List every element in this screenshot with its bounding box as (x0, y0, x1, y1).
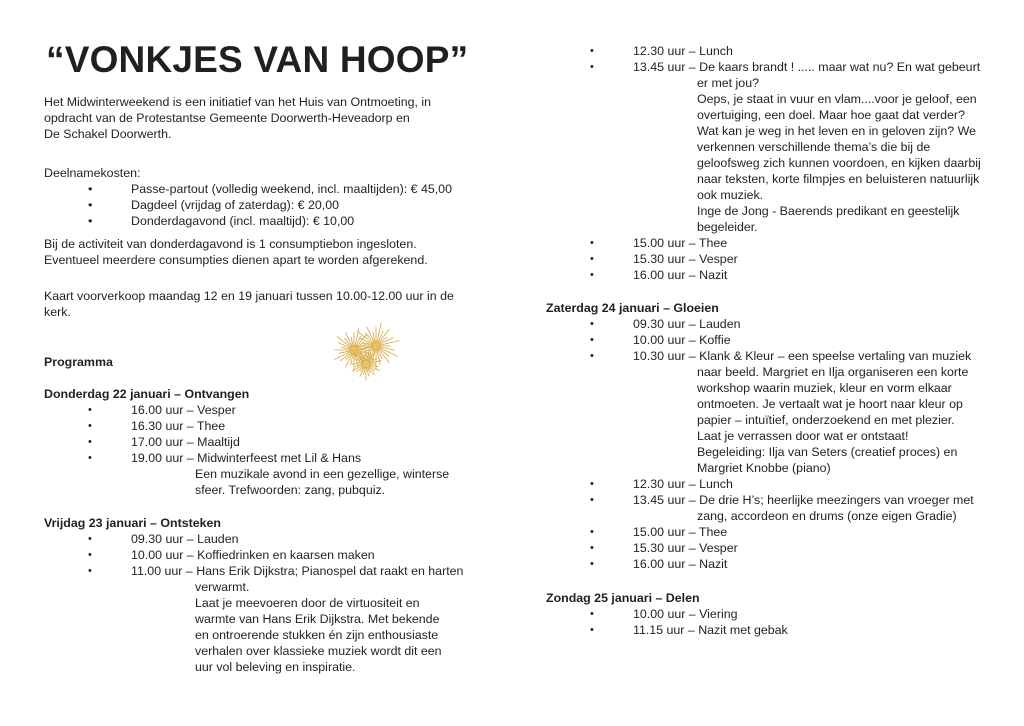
presale-line: Kaart voorverkoop maandag 12 en 19 januari tussen 10.00-12.00 uur in de (44, 289, 454, 303)
schedule-item-text: 11.00 uur – Hans Erik Dijkstra; Pianospel dat raakt en harten (131, 564, 464, 578)
cost-item (44, 213, 514, 229)
schedule-item (44, 402, 514, 418)
bullet: • (88, 565, 92, 577)
bullet: • (88, 533, 92, 545)
schedule-item-text: 09.30 uur – Lauden (633, 317, 741, 331)
schedule-item-text: 15.00 uur – Thee (633, 525, 728, 539)
intro-line: opdracht van de Protestantse Gemeente Doorwerth-Heveadorp en (44, 111, 410, 125)
schedule-thursday (44, 402, 514, 498)
schedule-item (546, 540, 1006, 556)
schedule-item-text: 11.15 uur – Nazit met gebak (633, 623, 788, 637)
schedule-item (44, 450, 514, 498)
day-heading-saturday: Zaterdag 24 januari – Gloeien (546, 301, 719, 315)
intro-paragraph (44, 94, 431, 142)
day-heading-sunday: Zondag 25 januari – Delen (546, 591, 700, 605)
schedule-item-description: verhalen over klassieke muziek wordt dit een (195, 644, 442, 658)
schedule-item-text: 15.30 uur – Vesper (633, 252, 738, 266)
schedule-item-text: 10.00 uur – Koffiedrinken en kaarsen maken (131, 548, 375, 562)
cost-item-text: Donderdagavond (incl. maaltijd): € 10,00 (131, 214, 355, 228)
schedule-item-text: 10.00 uur – Koffie (633, 333, 731, 347)
schedule-item-text: 17.00 uur – Maaltijd (131, 435, 240, 449)
bullet: • (88, 436, 92, 448)
schedule-sunday (546, 606, 1006, 638)
schedule-item-text: 16.00 uur – Vesper (131, 403, 236, 417)
schedule-item-description: verwarmt. (195, 580, 250, 594)
presale-paragraph (44, 288, 454, 320)
bullet: • (590, 334, 594, 346)
bullet: • (88, 549, 92, 561)
schedule-item-description: Begeleiding: Ilja van Seters (creatief proces) en (697, 445, 958, 459)
note-line: Bij de activiteit van donderdagavond is 1 consumptiebon ingesloten. (44, 237, 417, 251)
firework-icon (326, 320, 408, 400)
schedule-item-text: 16.00 uur – Nazit (633, 268, 728, 282)
schedule-item (546, 235, 1006, 251)
schedule-item-text: 15.30 uur – Vesper (633, 541, 738, 555)
costs-list (44, 181, 514, 229)
schedule-item (546, 556, 1006, 572)
schedule-item-description: geloofsweg zich kunnen voordoen, en kijken daarbij (697, 156, 981, 170)
bullet: • (88, 214, 93, 228)
bullet: • (590, 494, 594, 506)
day-heading-thursday: Donderdag 22 januari – Ontvangen (44, 387, 250, 401)
schedule-item-description: uur vol beleving en inspiratie. (195, 660, 356, 674)
schedule-item-description: naar beeld. Margriet en Ilja organiseren een korte (697, 365, 969, 379)
schedule-item-text: 09.30 uur – Lauden (131, 532, 239, 546)
schedule-item-description: warmte van Hans Erik Dijkstra. Met bekende (195, 612, 440, 626)
schedule-item-description: Wat kan je weg in het leven en in geloven zijn? We (697, 124, 976, 138)
schedule-saturday (546, 316, 1006, 572)
costs-note (44, 236, 428, 268)
schedule-item (546, 251, 1006, 267)
bullet: • (590, 478, 594, 490)
bullet: • (88, 404, 92, 416)
schedule-item (44, 531, 514, 547)
schedule-item-description: workshop waarin muziek, kleur en vorm elkaar (697, 381, 952, 395)
schedule-item-text: 12.30 uur – Lunch (633, 44, 733, 58)
schedule-item-description: Laat je verrassen door wat er ontstaat! (697, 429, 909, 443)
program-heading: Programma (44, 355, 113, 369)
schedule-item (546, 348, 1006, 476)
day-heading-friday: Vrijdag 23 januari – Ontsteken (44, 516, 221, 530)
cost-item-text: Passe-partout (volledig weekend, incl. maaltijden): € 45,00 (131, 182, 452, 196)
schedule-item-description: papier – intuïtief, onderzoekend en met plezier. (697, 413, 955, 427)
schedule-item-description: Een muzikale avond in een gezellige, winterse (195, 467, 450, 481)
schedule-item-description: en ontroerende stukken én zijn enthousiaste (195, 628, 439, 642)
schedule-item-description: ontmoeten. Je vertaalt wat je hoort naar kleur op (697, 397, 963, 411)
schedule-item (546, 492, 1006, 524)
schedule-item-description: overtuiging, een doel. Maar hoe gaat dat verder? (697, 108, 965, 122)
schedule-friday (44, 531, 514, 675)
schedule-friday-continued (546, 43, 1006, 283)
schedule-item-description: begeleider. (697, 220, 758, 234)
schedule-item-text: 13.45 uur – De kaars brandt ! ..... maar wat nu? En wat gebeurt (633, 60, 981, 74)
schedule-item-description: Oeps, je staat in vuur en vlam....voor je geloof, een (697, 92, 977, 106)
schedule-item-description: Inge de Jong - Baerends predikant en geestelijk (697, 204, 960, 218)
schedule-item-description: sfeer. Trefwoorden: zang, pubquiz. (195, 483, 386, 497)
schedule-item (44, 563, 514, 675)
bullet: • (590, 350, 594, 362)
schedule-item (546, 332, 1006, 348)
schedule-item-description: Laat je meevoeren door de virtuositeit en (195, 596, 420, 610)
bullet: • (590, 45, 594, 57)
schedule-item-text: 16.00 uur – Nazit (633, 557, 728, 571)
schedule-item (44, 547, 514, 563)
schedule-item (546, 59, 1006, 235)
presale-line: kerk. (44, 305, 71, 319)
page-title: “VONKJES VAN HOOP” (46, 39, 469, 80)
bullet: • (590, 253, 594, 265)
schedule-item (546, 316, 1006, 332)
schedule-item-text: 16.30 uur – Thee (131, 419, 226, 433)
schedule-item (44, 434, 514, 450)
schedule-item-text: 10.30 uur – Klank & Kleur – een speelse vertaling van muziek (633, 349, 972, 363)
bullet: • (590, 608, 594, 620)
cost-item-text: Dagdeel (vrijdag of zaterdag): € 20,00 (131, 198, 340, 212)
bullet: • (88, 420, 92, 432)
schedule-item-description: verkennen verschillende thema’s die bij de (697, 140, 931, 154)
intro-line: De Schakel Doorwerth. (44, 127, 172, 141)
schedule-item (546, 606, 1006, 622)
schedule-item-description: Margriet Knobbe (piano) (697, 461, 831, 475)
schedule-item-text: 10.00 uur – Viering (633, 607, 738, 621)
bullet: • (590, 526, 594, 538)
schedule-item (546, 43, 1006, 59)
schedule-item (546, 524, 1006, 540)
intro-line: Het Midwinterweekend is een initiatief van het Huis van Ontmoeting, in (44, 95, 432, 109)
schedule-item (546, 476, 1006, 492)
bullet: • (590, 61, 594, 73)
schedule-item-description: ook muziek. (697, 188, 764, 202)
bullet: • (88, 198, 93, 212)
costs-heading: Deelnamekosten: (44, 166, 141, 180)
schedule-item (546, 622, 1006, 638)
schedule-item-description: zang, accordeon en drums (onze eigen Gradie) (697, 509, 957, 523)
bullet: • (590, 318, 594, 330)
cost-item (44, 197, 514, 213)
schedule-item-text: 12.30 uur – Lunch (633, 477, 733, 491)
bullet: • (88, 182, 93, 196)
schedule-item-text: 15.00 uur – Thee (633, 236, 728, 250)
bullet: • (590, 237, 594, 249)
schedule-item-text: 19.00 uur – Midwinterfeest met Lil & Hans (131, 451, 362, 465)
bullet: • (88, 452, 92, 464)
bullet: • (590, 542, 594, 554)
bullet: • (590, 624, 594, 636)
schedule-item-description: naar teksten, korte filmpjes en beluisteren natuurlijk (697, 172, 980, 186)
cost-item (44, 181, 514, 197)
schedule-item (44, 418, 514, 434)
bullet: • (590, 269, 594, 281)
schedule-item (546, 267, 1006, 283)
note-line: Eventueel meerdere consumpties dienen apart te worden afgerekend. (44, 253, 428, 267)
schedule-item-text: 13.45 uur – De drie H’s; heerlijke meezingers van vroeger met (633, 493, 974, 507)
bullet: • (590, 558, 594, 570)
schedule-item-description: er met jou? (697, 76, 759, 90)
